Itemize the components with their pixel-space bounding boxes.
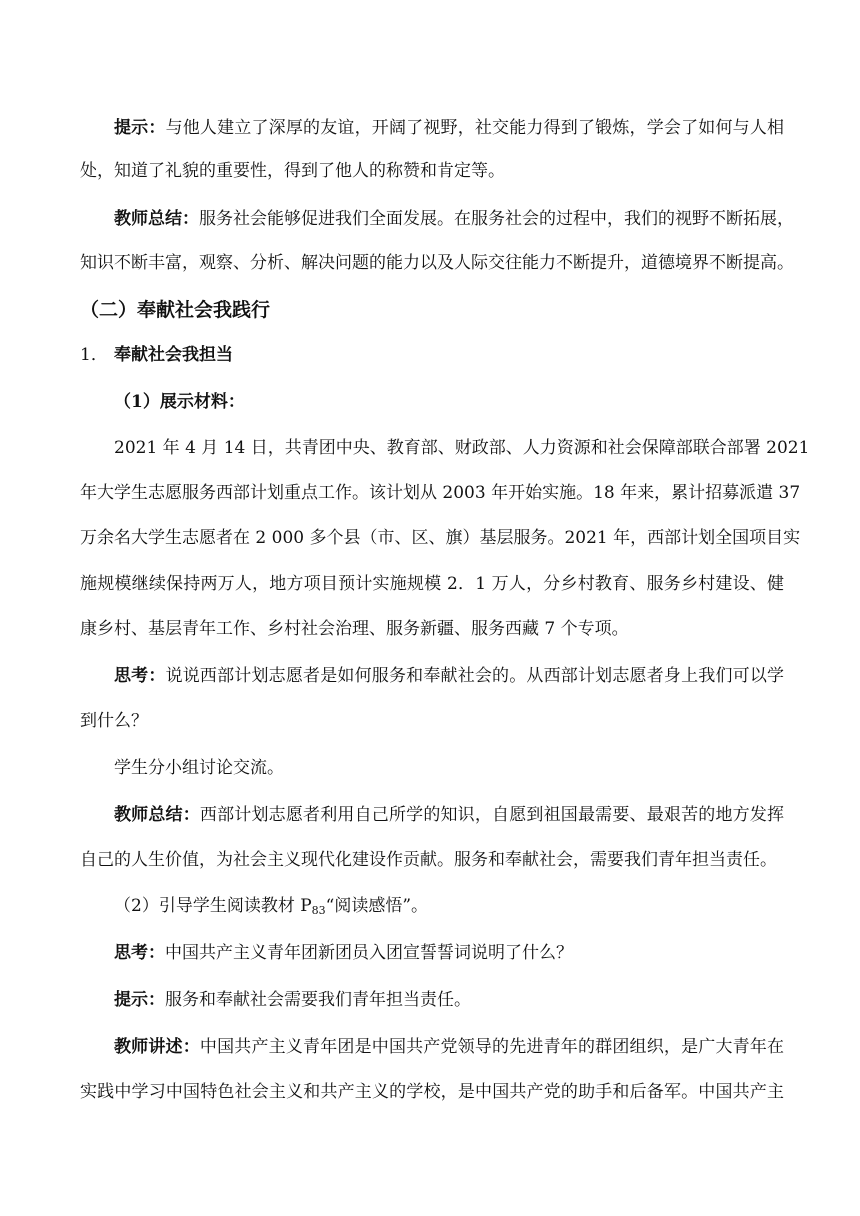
think-paragraph-line-2: 到什么？ [80,711,148,731]
material-line-1: 2021 年 4 月 14 日，共青团中央、教育部、财政部、人力资源和社会保障部联合部署 2021 [114,438,810,458]
summary-text-1: 服务社会能够促进我们全面发展。在服务社会的过程中，我们的视野不断拓展， [199,209,794,229]
summary2-paragraph-line-2: 自己的人生价值，为社会主义现代化建设作贡献。服务和奉献社会，需要我们青年担当责任。 [80,850,777,870]
think-paragraph-line-1 [114,664,784,688]
hint-paragraph-line-1 [114,116,784,140]
item-1-number: 1． [80,345,108,365]
summary-paragraph-line-2: 知识不断丰富，观察、分析、解决问题的能力以及人际交往能力不断提升，道德境界不断提高。 [80,253,794,273]
think-label: 思考： [114,666,166,686]
summary2-text-1: 西部计划志愿者利用自己所学的知识，自愿到祖国最需要、最艰苦的地方发挥 [199,805,784,825]
subitem-1-heading: （1）展示材料： [114,392,245,412]
think-text-1: 说说西部计划志愿者是如何服务和奉献社会的。从西部计划志愿者身上我们可以学 [165,666,785,686]
summary2-paragraph-line-1 [114,803,784,827]
think2-text: 中国共产主义青年团新团员入团宣誓誓词说明了什么？ [165,943,573,963]
material-line-4: 施规模继续保持两万人，地方项目预计实施规模 2．1 万人，分乡村教育、服务乡村建设、健 [80,574,784,594]
subitem-2-line [114,894,784,923]
hint-text-1: 与他人建立了深厚的友谊，开阔了视野，社交能力得到了锻炼，学会了如何与人相 [165,118,785,138]
summary-label: 教师总结： [114,209,199,229]
hint2-label: 提示： [114,990,165,1010]
hint-paragraph-line-2: 处，知道了礼貌的重要性，得到了他人的称赞和肯定等。 [80,161,505,181]
think2-label: 思考： [114,943,165,963]
narrate-paragraph-line-2: 实践中学习中国特色社会主义和共产主义的学校，是中国共产党的助手和后备军。中国共产主 [80,1082,784,1102]
subitem-2-prefix: （2）引导学生阅读教材 P [114,896,312,916]
hint2-text: 服务和奉献社会需要我们青年担当责任。 [165,990,471,1010]
think2-line [114,941,784,965]
narrate-text-1: 中国共产主义青年团是中国共产党领导的先进青年的群团组织，是广大青年在 [199,1037,784,1057]
narrate-label: 教师讲述： [114,1037,200,1057]
hint-label: 提示： [114,118,166,138]
page-subscript: 83 [311,904,326,917]
hint2-line [114,988,784,1012]
section-title: （二）奉献社会我践行 [80,299,271,321]
item-1-heading [80,343,784,367]
summary2-label: 教师总结： [114,805,200,825]
item-1-title: 奉献社会我担当 [114,345,233,365]
narrate-paragraph-line-1 [114,1035,784,1059]
discussion-line: 学生分小组讨论交流。 [114,758,284,778]
subitem-2-suffix: “阅读感悟”。 [325,896,429,916]
material-line-5: 康乡村、基层青年工作、乡村社会治理、服务新疆、服务西藏 7 个专项。 [80,619,629,639]
material-line-2: 年大学生志愿服务西部计划重点工作。该计划从 2003 年开始实施。18 年来，累计招募派遣 37 [80,483,801,503]
material-line-3: 万余名大学生志愿者在 2 000 多个县（市、区、旗）基层服务。2021 年，西部计划全国项目实 [80,528,801,548]
summary-paragraph-line-1 [114,207,794,231]
